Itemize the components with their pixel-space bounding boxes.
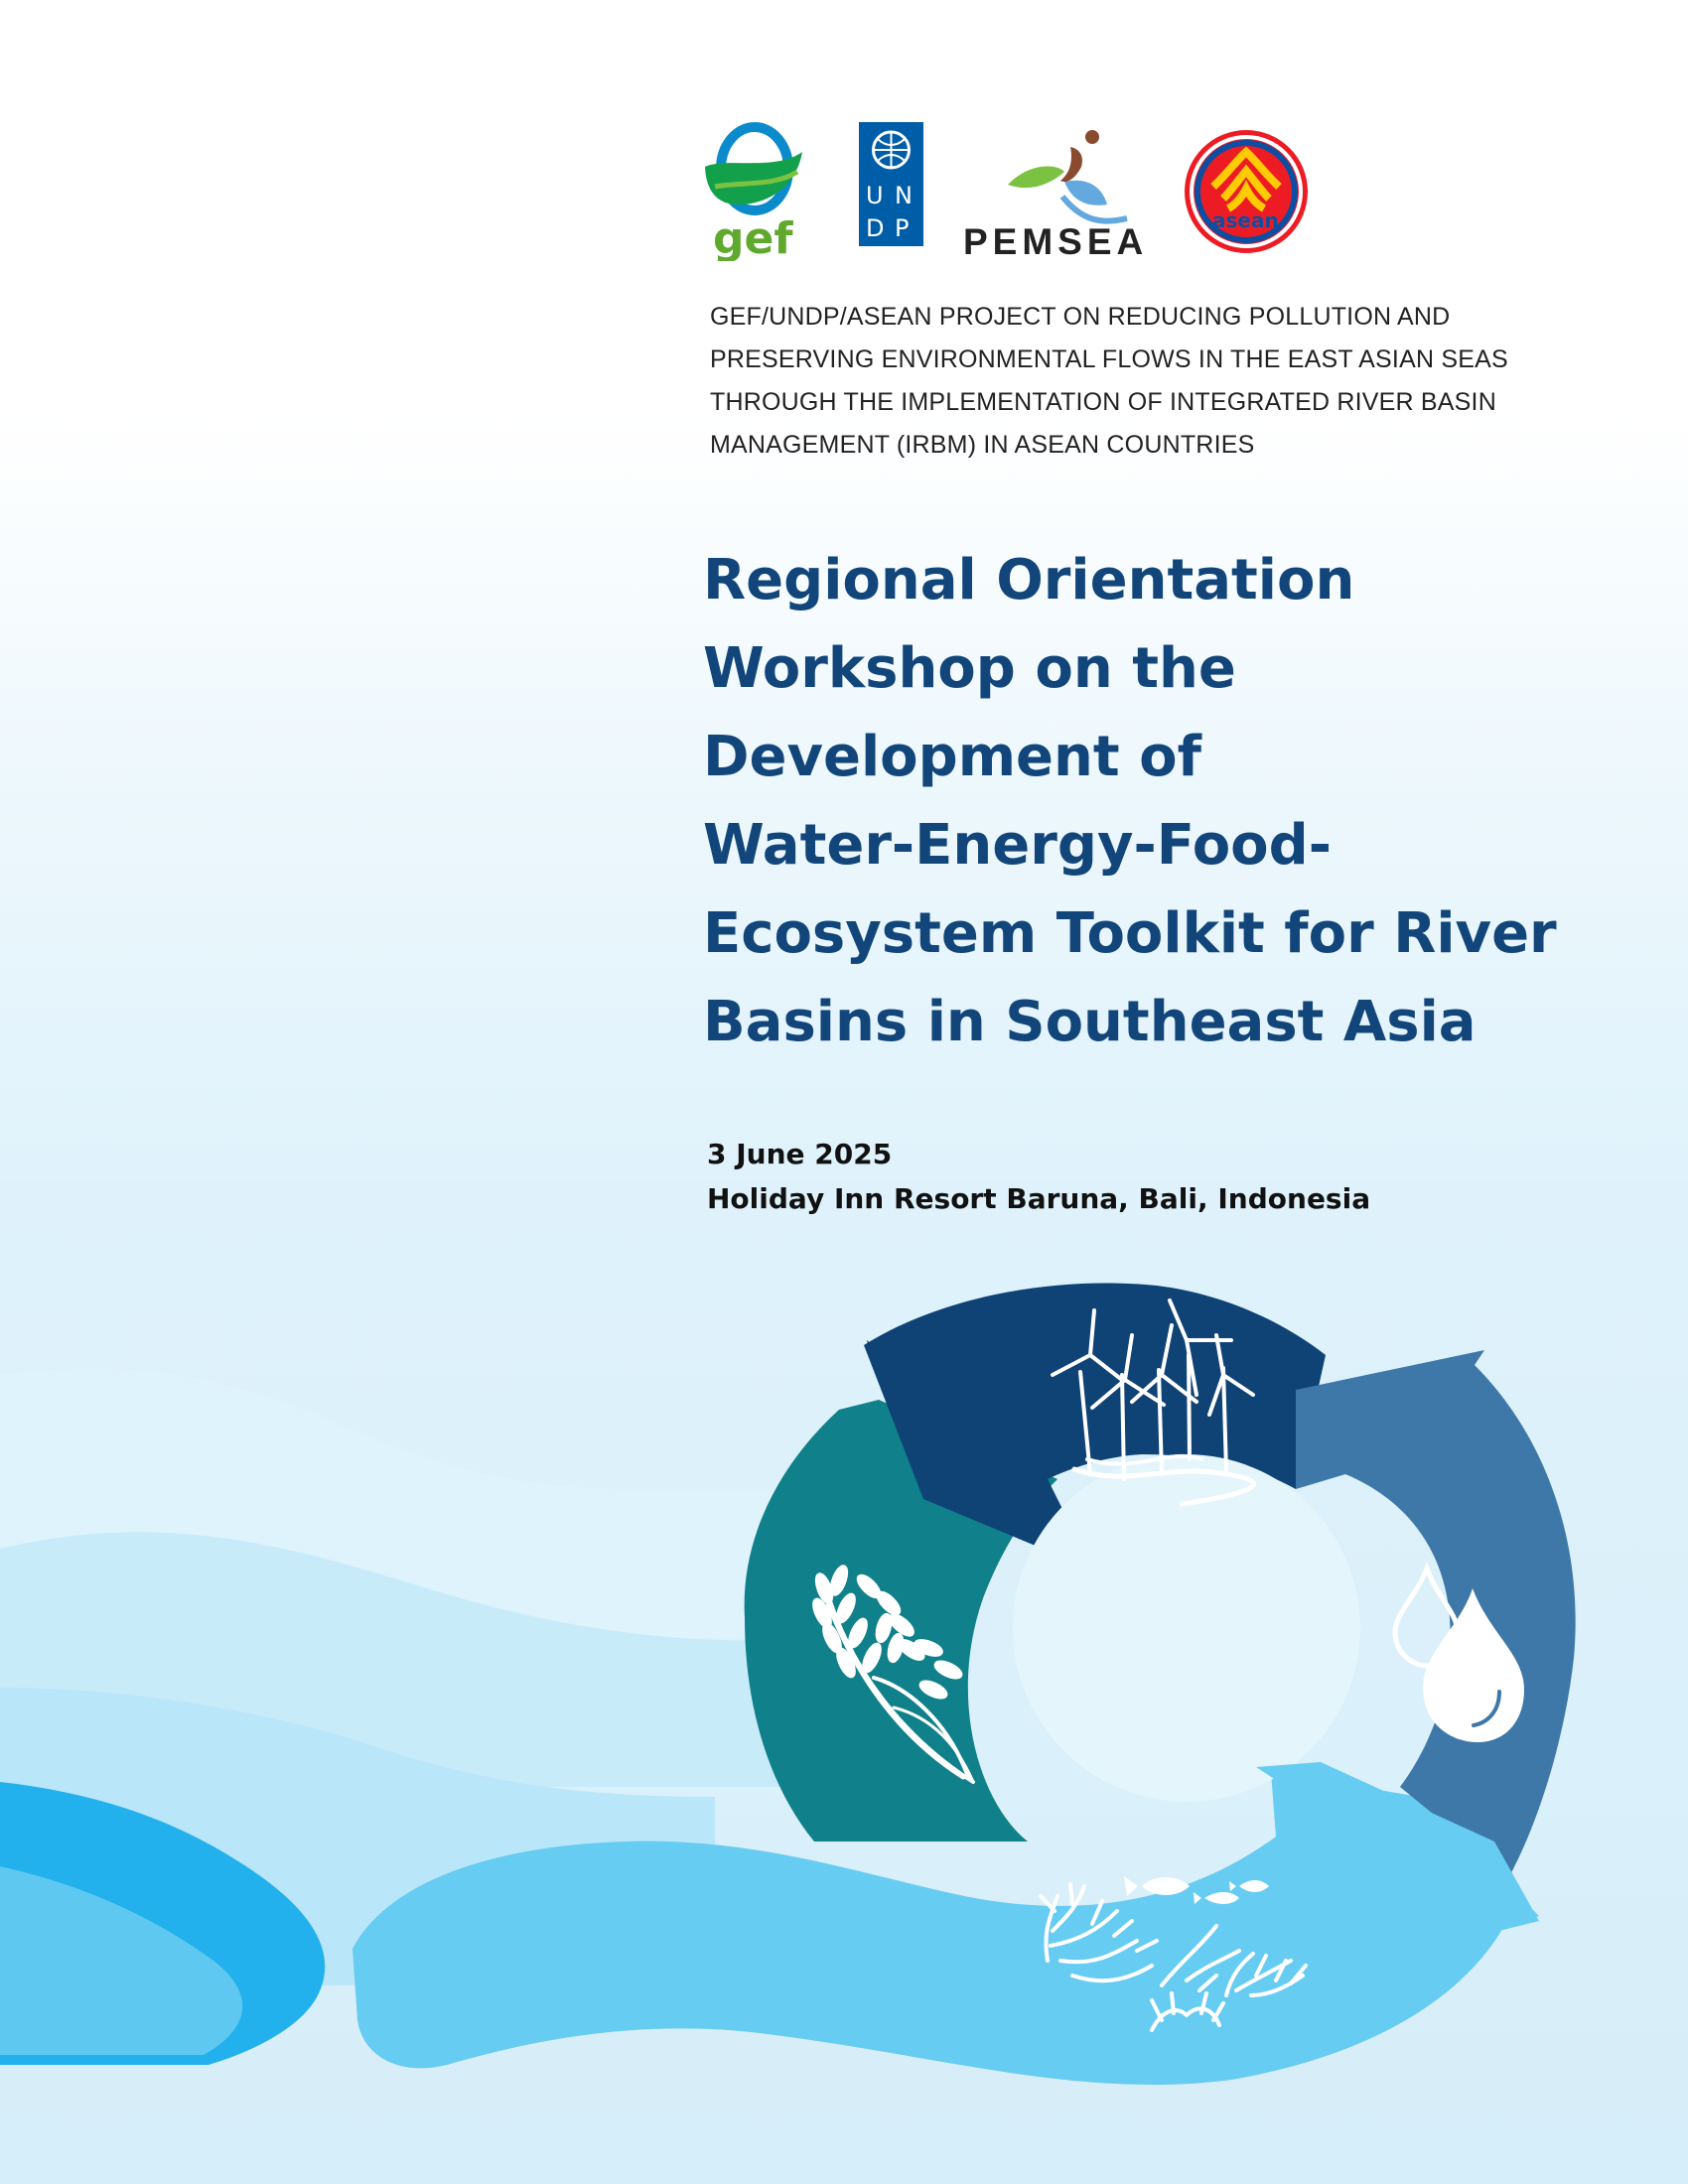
gef-logo xyxy=(700,117,809,261)
title-line: Water-Energy-Food- xyxy=(703,813,1332,878)
undp-letter-p: P xyxy=(895,214,910,242)
title-line: Workshop on the xyxy=(703,636,1236,701)
project-line: MANAGEMENT (IRBM) IN ASEAN COUNTRIES xyxy=(710,431,1255,459)
project-line: PRESERVING ENVIRONMENTAL FLOWS IN THE EAST ASIAN SEAS xyxy=(710,345,1508,373)
undp-letter-n: N xyxy=(895,182,913,209)
pemsea-logo-text: PEMSEA xyxy=(963,221,1149,262)
partner-logos xyxy=(700,117,1336,266)
asean-logo xyxy=(1182,127,1311,256)
undp-letter-d: D xyxy=(866,214,885,242)
cycle-center xyxy=(1013,1454,1360,1802)
undp-logo xyxy=(859,122,923,246)
event-venue: Holiday Inn Resort Baruna, Bali, Indonesia xyxy=(707,1182,1371,1215)
gef-logo-text: gef xyxy=(713,213,793,261)
title-line: Regional Orientation xyxy=(703,548,1355,613)
document-title xyxy=(703,536,1656,1066)
event-date: 3 June 2025 xyxy=(707,1138,893,1170)
asean-logo-text: asean xyxy=(1212,208,1279,232)
project-description xyxy=(710,296,1564,467)
project-line: THROUGH THE IMPLEMENTATION OF INTEGRATED RIVER BASIN xyxy=(710,388,1496,416)
pemsea-logo xyxy=(953,127,1152,266)
title-line: Ecosystem Toolkit for River xyxy=(703,901,1557,966)
title-line: Basins in Southeast Asia xyxy=(703,990,1477,1054)
project-line: GEF/UNDP/ASEAN PROJECT ON REDUCING POLLUTION AND xyxy=(710,303,1451,331)
event-details xyxy=(707,1132,1601,1221)
undp-letter-u: U xyxy=(866,182,884,209)
title-line: Development of xyxy=(703,725,1202,789)
